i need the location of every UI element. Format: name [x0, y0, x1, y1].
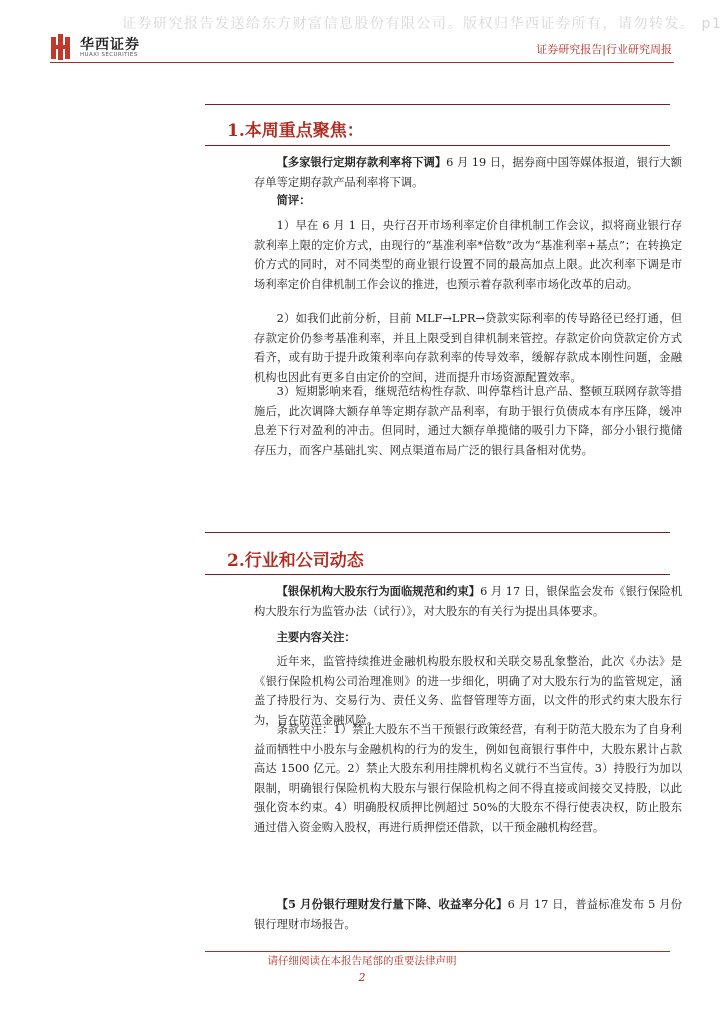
section2-paragraph-2	[254, 720, 682, 837]
news-headline: 【5 月份银行理财发行量下降、收益率分化】	[276, 897, 508, 911]
watermark: 证券研究报告发送给东方财富信息股份有限公司。版权归华西证券所有，请勿转发。 p1	[122, 16, 722, 32]
news-body: 6 月 17 日，普益标准发布 5 月份银行理财市场报告。	[254, 898, 682, 931]
header-divider	[50, 62, 674, 63]
legal-notice: 请仔细阅读在本报告尾部的重要法律声明	[267, 955, 457, 967]
focus-label: 主要内容关注：	[276, 630, 356, 644]
section2-paragraph-1	[254, 652, 682, 730]
news-headline: 【多家银行定期存款利率将下调】	[276, 155, 447, 169]
section2-bottom-rule	[205, 574, 670, 575]
paragraph: 近年来，监管持续推进金融机构股东股权和关联交易乱象整治，此次《办法》是《银行保险机构公司治理准则》的进一步细化，明确了对大股东行为的监管规定，涵盖了持股行为、交易行为、责任义务、监督管理等方面，以文件的形式约束大股东行为，旨在防范金融风险。	[254, 655, 682, 727]
section2-top-rule	[205, 532, 670, 533]
report-type: 证券研究报告|行业研究周报	[536, 43, 672, 56]
comment-label: 简评：	[276, 193, 311, 207]
paragraph: 1）早在 6 月 1 日，央行召开市场利率定价自律机制工作会议，拟将商业银行存款利率上限的定价方式，由现行的“基准利率*倍数”改为“基准利率+基点”；在转换定价方式的同时，对不同类型的商业银行设置不同的最高加点上限。此次利率下调是市场利率定价自律机制工作会议的推进，也预示着存款利率市场化改革的启动。	[254, 219, 682, 291]
logo	[50, 34, 160, 62]
footer-divider	[205, 951, 670, 952]
section1-title: 1.本周重点聚焦：	[227, 121, 364, 141]
logo-text-cn: 华西证券	[80, 37, 140, 53]
section1-paragraph-1	[254, 216, 682, 294]
section1-paragraph-2	[254, 309, 682, 387]
page-number: 2	[358, 971, 366, 984]
section2-news	[254, 582, 682, 621]
section2-focus-label-block	[254, 628, 682, 648]
section2-news-2	[254, 895, 682, 934]
section1-bottom-rule	[205, 145, 670, 146]
paragraph: 条款关注：1）禁止大股东不当干预银行政策经营，有利于防范大股东为了自身利益而牺牲中小股东与金融机构的行为的发生，例如包商银行事件中，大股东累计占款高达 1500 亿元。2）禁止大股东利用挂牌机构名义就行不当宣传。3）持股行为加以限制，明确银行保险机构大股东与银行保险机构之间不得直接或间接交叉持股，以此强化资本约束。4）明确股权质押比例超过 50%的大股东不得行使表决权，防止股东通过借入资金购入股权，再进行质押偿还借款，以干预金融机构经营。	[254, 723, 682, 834]
news-body: 6 月 17 日，银保监会发布《银行保险机构大股东行为监管办法（试行）》，对大股东的有关行为提出具体要求。	[254, 585, 682, 618]
logo-text-en: HUAXI SECURITIES	[80, 52, 138, 58]
section2-title: 2.行业和公司动态	[227, 551, 364, 571]
news-body: 6 月 19 日，据券商中国等媒体报道，银行大额存单等定期存款产品利率将下调。	[254, 156, 682, 189]
section1-paragraph-3	[254, 382, 682, 460]
section1-comment-label-block	[254, 191, 682, 211]
huaxi-logo-icon	[50, 34, 74, 60]
section1-top-rule	[205, 104, 670, 105]
paragraph: 2）如我们此前分析，目前 MLF→LPR→贷款实际利率的传导路径已经打通，但存款定价仍参考基准利率，并且上限受到自律机制来管控。存款定价向贷款定价方式看齐，或有助于提升政策利率向存款利率的传导效率，缓解存款成本刚性问题，金融机构也因此有更多自由定价的空间，进而提升市场资源配置效率。	[254, 312, 682, 384]
news-headline: 【银保机构大股东行为面临规范和约束】	[276, 584, 481, 598]
section1-news	[254, 153, 682, 192]
paragraph: 3）短期影响来看，继规范结构性存款、叫停靠档计息产品、整顿互联网存款等措施后，此次调降大额存单等定期存款产品利率，有助于银行负债成本有序压降，缓冲息差下行对盈利的冲击。但同时，通过大额存单揽储的吸引力下降，部分小银行揽储存压力，而客户基础扎实、网点渠道布局广泛的银行具备相对优势。	[254, 385, 682, 457]
